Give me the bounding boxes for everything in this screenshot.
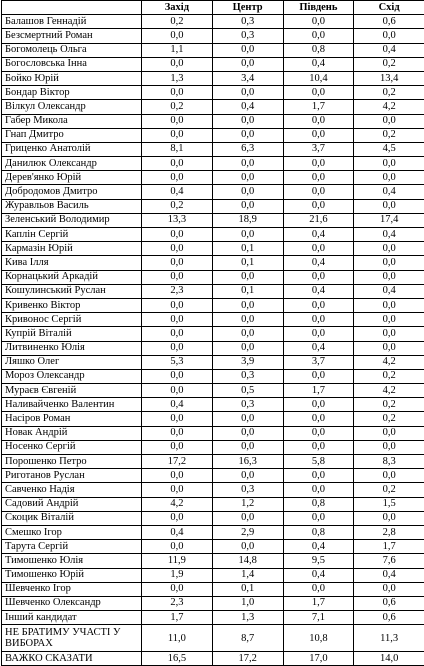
value-cell-south: 0,0 bbox=[283, 398, 354, 412]
value-cell-south: 0,4 bbox=[283, 284, 354, 298]
table-row bbox=[2, 483, 424, 497]
value-cell-east: 4,2 bbox=[354, 384, 424, 398]
candidate-name-cell: Балашов Геннадій bbox=[2, 15, 142, 29]
candidate-name-cell: ВАЖКО СКАЗАТИ bbox=[2, 652, 142, 666]
value-cell-south: 0,0 bbox=[283, 369, 354, 383]
table-row bbox=[2, 525, 424, 539]
candidate-name-cell: Кривонос Сергій bbox=[2, 313, 142, 327]
value-cell-south: 0,0 bbox=[283, 242, 354, 256]
value-cell-east: 0,0 bbox=[354, 469, 424, 483]
value-cell-west: 0,0 bbox=[142, 540, 213, 554]
value-cell-center: 0,1 bbox=[212, 242, 283, 256]
value-cell-east: 0,2 bbox=[354, 369, 424, 383]
value-cell-east: 14,0 bbox=[354, 652, 424, 666]
value-cell-center: 0,3 bbox=[212, 483, 283, 497]
header-cell-south: Південь bbox=[283, 1, 354, 15]
value-cell-south: 10,8 bbox=[283, 625, 354, 652]
value-cell-east: 7,6 bbox=[354, 554, 424, 568]
candidate-name-cell: Вілкул Олександр bbox=[2, 100, 142, 114]
value-cell-south: 0,0 bbox=[283, 469, 354, 483]
value-cell-east: 0,2 bbox=[354, 128, 424, 142]
value-cell-south: 0,0 bbox=[283, 157, 354, 171]
value-cell-west: 16,5 bbox=[142, 652, 213, 666]
candidate-name-cell: Мураєв Євгеній bbox=[2, 384, 142, 398]
value-cell-east: 4,2 bbox=[354, 355, 424, 369]
candidate-name-cell: Новак Андрій bbox=[2, 426, 142, 440]
value-cell-south: 0,0 bbox=[283, 171, 354, 185]
value-cell-east: 0,2 bbox=[354, 86, 424, 100]
candidate-name-cell: Тимошенко Юлія bbox=[2, 554, 142, 568]
value-cell-west: 0,4 bbox=[142, 525, 213, 539]
value-cell-east: 0,0 bbox=[354, 242, 424, 256]
value-cell-center: 17,2 bbox=[212, 652, 283, 666]
value-cell-south: 10,4 bbox=[283, 71, 354, 85]
value-cell-west: 11,0 bbox=[142, 625, 213, 652]
value-cell-west: 0,4 bbox=[142, 185, 213, 199]
candidate-name-cell: Кива Ілля bbox=[2, 256, 142, 270]
table-row bbox=[2, 369, 424, 383]
value-cell-south: 0,0 bbox=[283, 185, 354, 199]
table-row bbox=[2, 652, 424, 666]
value-cell-south: 0,0 bbox=[283, 298, 354, 312]
value-cell-west: 1,9 bbox=[142, 568, 213, 582]
value-cell-south: 5,8 bbox=[283, 455, 354, 469]
value-cell-south: 0,0 bbox=[283, 426, 354, 440]
value-cell-west: 17,2 bbox=[142, 455, 213, 469]
table-row bbox=[2, 341, 424, 355]
table-row bbox=[2, 29, 424, 43]
value-cell-south: 0,4 bbox=[283, 568, 354, 582]
value-cell-west: 11,9 bbox=[142, 554, 213, 568]
candidate-name-cell: Богословська Інна bbox=[2, 57, 142, 71]
value-cell-center: 0,3 bbox=[212, 369, 283, 383]
value-cell-west: 8,1 bbox=[142, 142, 213, 156]
value-cell-center: 16,3 bbox=[212, 455, 283, 469]
value-cell-west: 0,0 bbox=[142, 511, 213, 525]
value-cell-west: 0,0 bbox=[142, 298, 213, 312]
candidate-name-cell: Порошенко Петро bbox=[2, 455, 142, 469]
candidate-name-cell: Купрій Віталій bbox=[2, 327, 142, 341]
table-row bbox=[2, 455, 424, 469]
candidate-name-cell: Тимошенко Юрій bbox=[2, 568, 142, 582]
value-cell-east: 0,6 bbox=[354, 596, 424, 610]
value-cell-center: 0,0 bbox=[212, 270, 283, 284]
value-cell-east: 0,4 bbox=[354, 185, 424, 199]
value-cell-center: 0,0 bbox=[212, 171, 283, 185]
value-cell-south: 0,8 bbox=[283, 43, 354, 57]
value-cell-west: 0,0 bbox=[142, 171, 213, 185]
candidate-name-cell: Насіров Роман bbox=[2, 412, 142, 426]
candidate-name-cell: Наливайченко Валентин bbox=[2, 398, 142, 412]
value-cell-west: 0,0 bbox=[142, 440, 213, 454]
value-cell-south: 0,0 bbox=[283, 582, 354, 596]
table-row bbox=[2, 15, 424, 29]
value-cell-center: 2,9 bbox=[212, 525, 283, 539]
value-cell-east: 0,2 bbox=[354, 57, 424, 71]
candidate-name-cell: Інший кандидат bbox=[2, 611, 142, 625]
value-cell-center: 0,0 bbox=[212, 341, 283, 355]
value-cell-south: 1,7 bbox=[283, 596, 354, 610]
value-cell-center: 0,4 bbox=[212, 100, 283, 114]
value-cell-center: 0,0 bbox=[212, 199, 283, 213]
value-cell-east: 0,2 bbox=[354, 483, 424, 497]
value-cell-west: 0,0 bbox=[142, 412, 213, 426]
candidate-name-cell: Савченко Надія bbox=[2, 483, 142, 497]
value-cell-west: 0,0 bbox=[142, 327, 213, 341]
table-row bbox=[2, 440, 424, 454]
value-cell-east: 0,2 bbox=[354, 412, 424, 426]
value-cell-center: 0,0 bbox=[212, 313, 283, 327]
value-cell-south: 0,0 bbox=[283, 270, 354, 284]
table-row bbox=[2, 611, 424, 625]
value-cell-west: 2,3 bbox=[142, 596, 213, 610]
value-cell-south: 3,7 bbox=[283, 142, 354, 156]
value-cell-east: 0,0 bbox=[354, 298, 424, 312]
value-cell-west: 0,2 bbox=[142, 15, 213, 29]
value-cell-east: 0,0 bbox=[354, 256, 424, 270]
value-cell-center: 0,5 bbox=[212, 384, 283, 398]
candidate-name-cell: Габер Микола bbox=[2, 114, 142, 128]
header-cell-west: Захід bbox=[142, 1, 213, 15]
value-cell-center: 0,0 bbox=[212, 114, 283, 128]
candidate-name-cell: Кармазін Юрій bbox=[2, 242, 142, 256]
candidate-name-cell: НЕ БРАТИМУ УЧАСТІ У ВИБОРАХ bbox=[2, 625, 142, 652]
value-cell-east: 4,2 bbox=[354, 100, 424, 114]
value-cell-east: 13,4 bbox=[354, 71, 424, 85]
table-row bbox=[2, 554, 424, 568]
value-cell-east: 0,0 bbox=[354, 440, 424, 454]
value-cell-east: 0,0 bbox=[354, 341, 424, 355]
value-cell-center: 1,4 bbox=[212, 568, 283, 582]
table-row bbox=[2, 426, 424, 440]
value-cell-south: 9,5 bbox=[283, 554, 354, 568]
value-cell-east: 0,0 bbox=[354, 199, 424, 213]
value-cell-center: 0,0 bbox=[212, 128, 283, 142]
value-cell-center: 0,0 bbox=[212, 412, 283, 426]
candidate-name-cell: Тарута Сергій bbox=[2, 540, 142, 554]
candidate-name-cell: Бойко Юрій bbox=[2, 71, 142, 85]
value-cell-west: 0,0 bbox=[142, 369, 213, 383]
value-cell-south: 0,4 bbox=[283, 341, 354, 355]
candidate-name-cell: Мороз Олександр bbox=[2, 369, 142, 383]
candidate-name-cell: Шевченко Олександр bbox=[2, 596, 142, 610]
value-cell-west: 4,2 bbox=[142, 497, 213, 511]
table-row bbox=[2, 142, 424, 156]
value-cell-center: 0,0 bbox=[212, 469, 283, 483]
table-row bbox=[2, 284, 424, 298]
value-cell-west: 0,2 bbox=[142, 199, 213, 213]
table-row bbox=[2, 228, 424, 242]
candidate-name-cell: Добродомов Дмитро bbox=[2, 185, 142, 199]
value-cell-center: 0,3 bbox=[212, 15, 283, 29]
value-cell-south: 1,7 bbox=[283, 100, 354, 114]
table-body bbox=[2, 15, 424, 666]
value-cell-center: 0,0 bbox=[212, 426, 283, 440]
table-row bbox=[2, 412, 424, 426]
value-cell-center: 0,0 bbox=[212, 86, 283, 100]
value-cell-east: 0,0 bbox=[354, 171, 424, 185]
value-cell-center: 0,3 bbox=[212, 29, 283, 43]
table-row bbox=[2, 497, 424, 511]
value-cell-center: 1,2 bbox=[212, 497, 283, 511]
value-cell-east: 0,0 bbox=[354, 327, 424, 341]
table-row bbox=[2, 270, 424, 284]
value-cell-west: 0,4 bbox=[142, 398, 213, 412]
value-cell-west: 0,0 bbox=[142, 270, 213, 284]
table-row bbox=[2, 185, 424, 199]
header-cell-blank bbox=[2, 1, 142, 15]
value-cell-south: 0,0 bbox=[283, 29, 354, 43]
value-cell-south: 17,0 bbox=[283, 652, 354, 666]
candidate-name-cell: Кривенко Віктор bbox=[2, 298, 142, 312]
value-cell-center: 3,9 bbox=[212, 355, 283, 369]
value-cell-south: 0,4 bbox=[283, 256, 354, 270]
value-cell-west: 0,0 bbox=[142, 426, 213, 440]
value-cell-south: 0,4 bbox=[283, 228, 354, 242]
value-cell-west: 0,0 bbox=[142, 341, 213, 355]
candidate-name-cell: Богомолець Ольга bbox=[2, 43, 142, 57]
candidate-name-cell: Журавльов Василь bbox=[2, 199, 142, 213]
table-row bbox=[2, 43, 424, 57]
value-cell-east: 0,4 bbox=[354, 228, 424, 242]
value-cell-south: 3,7 bbox=[283, 355, 354, 369]
value-cell-east: 0,2 bbox=[354, 398, 424, 412]
candidate-name-cell: Корнацький Аркадій bbox=[2, 270, 142, 284]
value-cell-center: 6,3 bbox=[212, 142, 283, 156]
candidate-name-cell: Риготанов Руслан bbox=[2, 469, 142, 483]
candidate-name-cell: Безсмертний Роман bbox=[2, 29, 142, 43]
table-row bbox=[2, 511, 424, 525]
value-cell-east: 0,0 bbox=[354, 157, 424, 171]
candidate-name-cell: Ляшко Олег bbox=[2, 355, 142, 369]
value-cell-center: 14,8 bbox=[212, 554, 283, 568]
table-row bbox=[2, 398, 424, 412]
table-row bbox=[2, 256, 424, 270]
table-row bbox=[2, 625, 424, 652]
value-cell-east: 0,4 bbox=[354, 284, 424, 298]
table-row bbox=[2, 313, 424, 327]
value-cell-east: 0,0 bbox=[354, 270, 424, 284]
candidate-name-cell: Скоцик Віталій bbox=[2, 511, 142, 525]
value-cell-west: 1,7 bbox=[142, 611, 213, 625]
table-row bbox=[2, 469, 424, 483]
value-cell-west: 0,0 bbox=[142, 114, 213, 128]
candidate-name-cell: Бондар Віктор bbox=[2, 86, 142, 100]
value-cell-south: 0,0 bbox=[283, 327, 354, 341]
header-cell-east: Схід bbox=[354, 1, 424, 15]
value-cell-center: 0,0 bbox=[212, 43, 283, 57]
value-cell-center: 0,0 bbox=[212, 298, 283, 312]
poll-results-table bbox=[1, 0, 424, 666]
value-cell-west: 5,3 bbox=[142, 355, 213, 369]
value-cell-center: 0,1 bbox=[212, 582, 283, 596]
value-cell-west: 0,0 bbox=[142, 469, 213, 483]
value-cell-center: 0,0 bbox=[212, 440, 283, 454]
value-cell-west: 13,3 bbox=[142, 213, 213, 227]
candidate-name-cell: Литвиненко Юлія bbox=[2, 341, 142, 355]
value-cell-west: 0,0 bbox=[142, 483, 213, 497]
table-row bbox=[2, 199, 424, 213]
table-row bbox=[2, 355, 424, 369]
candidate-name-cell: Гриценко Анатолій bbox=[2, 142, 142, 156]
table-row bbox=[2, 327, 424, 341]
value-cell-center: 8,7 bbox=[212, 625, 283, 652]
value-cell-south: 0,0 bbox=[283, 15, 354, 29]
value-cell-south: 0,0 bbox=[283, 114, 354, 128]
value-cell-south: 0,0 bbox=[283, 511, 354, 525]
table-row bbox=[2, 213, 424, 227]
header-cell-center: Центр bbox=[212, 1, 283, 15]
value-cell-east: 1,5 bbox=[354, 497, 424, 511]
candidate-name-cell: Носенко Сергій bbox=[2, 440, 142, 454]
table-row bbox=[2, 57, 424, 71]
value-cell-west: 0,0 bbox=[142, 128, 213, 142]
table-row bbox=[2, 298, 424, 312]
value-cell-center: 0,0 bbox=[212, 228, 283, 242]
candidate-name-cell: Дерев'янко Юрій bbox=[2, 171, 142, 185]
value-cell-south: 21,6 bbox=[283, 213, 354, 227]
candidate-name-cell: Зеленський Володимир bbox=[2, 213, 142, 227]
value-cell-center: 1,3 bbox=[212, 611, 283, 625]
value-cell-west: 1,1 bbox=[142, 43, 213, 57]
value-cell-west: 0,0 bbox=[142, 228, 213, 242]
value-cell-center: 0,1 bbox=[212, 284, 283, 298]
value-cell-west: 0,0 bbox=[142, 86, 213, 100]
value-cell-east: 0,0 bbox=[354, 313, 424, 327]
value-cell-east: 8,3 bbox=[354, 455, 424, 469]
value-cell-east: 0,0 bbox=[354, 114, 424, 128]
value-cell-west: 0,0 bbox=[142, 29, 213, 43]
table-row bbox=[2, 568, 424, 582]
value-cell-west: 2,3 bbox=[142, 284, 213, 298]
value-cell-south: 7,1 bbox=[283, 611, 354, 625]
table-row bbox=[2, 582, 424, 596]
value-cell-south: 0,4 bbox=[283, 57, 354, 71]
value-cell-south: 0,8 bbox=[283, 497, 354, 511]
table-row bbox=[2, 171, 424, 185]
value-cell-west: 0,0 bbox=[142, 313, 213, 327]
value-cell-west: 0,2 bbox=[142, 100, 213, 114]
table-row bbox=[2, 128, 424, 142]
value-cell-west: 0,0 bbox=[142, 582, 213, 596]
value-cell-east: 1,7 bbox=[354, 540, 424, 554]
value-cell-east: 17,4 bbox=[354, 213, 424, 227]
value-cell-south: 0,0 bbox=[283, 412, 354, 426]
value-cell-center: 0,1 bbox=[212, 256, 283, 270]
table-row bbox=[2, 242, 424, 256]
candidate-name-cell: Каплін Сергій bbox=[2, 228, 142, 242]
value-cell-west: 0,0 bbox=[142, 256, 213, 270]
value-cell-east: 2,8 bbox=[354, 525, 424, 539]
value-cell-center: 0,3 bbox=[212, 398, 283, 412]
table-row bbox=[2, 596, 424, 610]
value-cell-east: 0,0 bbox=[354, 511, 424, 525]
value-cell-south: 0,0 bbox=[283, 86, 354, 100]
value-cell-west: 0,0 bbox=[142, 242, 213, 256]
value-cell-center: 0,0 bbox=[212, 540, 283, 554]
table-row bbox=[2, 71, 424, 85]
value-cell-center: 3,4 bbox=[212, 71, 283, 85]
candidate-name-cell: Смешко Ігор bbox=[2, 525, 142, 539]
value-cell-east: 0,4 bbox=[354, 43, 424, 57]
value-cell-south: 0,0 bbox=[283, 483, 354, 497]
candidate-name-cell: Данилюк Олександр bbox=[2, 157, 142, 171]
value-cell-center: 18,9 bbox=[212, 213, 283, 227]
table-row bbox=[2, 86, 424, 100]
value-cell-center: 0,0 bbox=[212, 511, 283, 525]
value-cell-center: 0,0 bbox=[212, 327, 283, 341]
table-row bbox=[2, 114, 424, 128]
candidate-name-cell: Кошулинський Руслан bbox=[2, 284, 142, 298]
value-cell-east: 4,5 bbox=[354, 142, 424, 156]
value-cell-east: 0,4 bbox=[354, 568, 424, 582]
candidate-name-cell: Шевченко Ігор bbox=[2, 582, 142, 596]
value-cell-west: 0,0 bbox=[142, 157, 213, 171]
value-cell-center: 0,0 bbox=[212, 57, 283, 71]
table-row bbox=[2, 157, 424, 171]
value-cell-east: 0,0 bbox=[354, 582, 424, 596]
value-cell-east: 0,0 bbox=[354, 426, 424, 440]
table-row bbox=[2, 384, 424, 398]
candidate-name-cell: Гнап Дмитро bbox=[2, 128, 142, 142]
value-cell-south: 0,0 bbox=[283, 440, 354, 454]
value-cell-east: 0,6 bbox=[354, 15, 424, 29]
value-cell-south: 0,0 bbox=[283, 128, 354, 142]
candidate-name-cell: Садовий Андрій bbox=[2, 497, 142, 511]
value-cell-west: 0,0 bbox=[142, 384, 213, 398]
value-cell-east: 0,0 bbox=[354, 29, 424, 43]
value-cell-south: 1,7 bbox=[283, 384, 354, 398]
value-cell-south: 0,4 bbox=[283, 540, 354, 554]
value-cell-west: 0,0 bbox=[142, 57, 213, 71]
value-cell-south: 0,0 bbox=[283, 313, 354, 327]
value-cell-east: 0,6 bbox=[354, 611, 424, 625]
value-cell-center: 1,0 bbox=[212, 596, 283, 610]
value-cell-center: 0,0 bbox=[212, 185, 283, 199]
value-cell-east: 11,3 bbox=[354, 625, 424, 652]
value-cell-west: 1,3 bbox=[142, 71, 213, 85]
table-row bbox=[2, 100, 424, 114]
value-cell-center: 0,0 bbox=[212, 157, 283, 171]
value-cell-south: 0,0 bbox=[283, 199, 354, 213]
header-row bbox=[2, 1, 424, 15]
table-row bbox=[2, 540, 424, 554]
value-cell-south: 0,8 bbox=[283, 525, 354, 539]
